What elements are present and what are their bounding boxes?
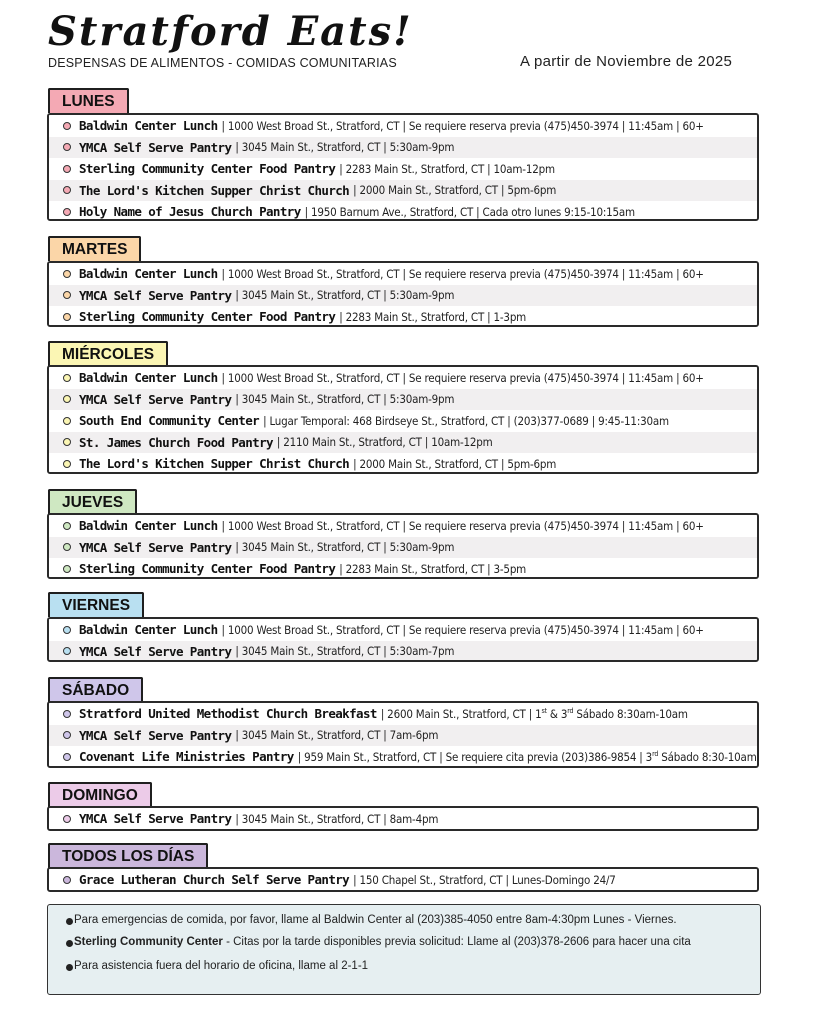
location-detail: | 1950 Barnum Ave., Stratford, CT | Cada otro lunes 9:15-10:15am: [304, 204, 635, 219]
page-subtitle: DESPENSAS DE ALIMENTOS - COMIDAS COMUNITARIAS: [48, 56, 397, 70]
list-item: [49, 432, 757, 454]
list-item: [49, 537, 757, 559]
list-item: [49, 263, 757, 285]
location-name: YMCA Self Serve Pantry: [79, 643, 232, 659]
location-detail: | 3045 Main St., Stratford, CT | 5:30am-7pm: [235, 644, 455, 659]
location-detail: | 2110 Main St., Stratford, CT | 10am-12pm: [276, 435, 493, 450]
location-name: The Lord's Kitchen Supper Christ Church: [79, 182, 350, 198]
bullet-icon: [63, 313, 71, 321]
day-label-miercoles: MIÉRCOLES: [48, 341, 168, 366]
bullet-icon: [63, 522, 71, 530]
location-name: Grace Lutheran Church Self Serve Pantry: [79, 872, 350, 888]
location-detail: | 2283 Main St., Stratford, CT | 3-5pm: [339, 561, 527, 576]
location-name: Holy Name of Jesus Church Pantry: [79, 204, 301, 220]
location-name: St. James Church Food Pantry: [79, 434, 273, 450]
location-name: Baldwin Center Lunch: [79, 370, 218, 386]
location-detail: | 1000 West Broad St., Stratford, CT | Se requiere reserva previa (475)450-3974 | 11:45am | 60+: [221, 370, 704, 385]
location-detail: | 1000 West Broad St., Stratford, CT | Se requiere reserva previa (475)450-3974 | 11:45am | 60+: [221, 118, 704, 133]
list-item: [49, 619, 757, 641]
day-label-lunes: LUNES: [48, 88, 129, 113]
location-detail: | 2600 Main St., Stratford, CT | 1st & 3rd Sábado 8:30am-10am: [380, 706, 688, 721]
location-name: YMCA Self Serve Pantry: [79, 139, 232, 155]
location-name: Sterling Community Center Food Pantry: [79, 561, 336, 577]
location-detail: | 3045 Main St., Stratford, CT | 8am-4pm: [235, 811, 439, 826]
bullet-icon: [63, 543, 71, 551]
day-label-viernes: VIERNES: [48, 592, 144, 617]
location-name: YMCA Self Serve Pantry: [79, 539, 232, 555]
bullet-icon: [63, 876, 71, 884]
list-item: [49, 746, 757, 768]
bullet-icon: [63, 395, 71, 403]
panel-lunes: [47, 113, 759, 221]
list-item: [49, 389, 757, 411]
location-detail: | 2000 Main St., Stratford, CT | 5pm-6pm: [353, 183, 557, 198]
panel-jueves: [47, 513, 759, 579]
list-item: [49, 158, 757, 180]
location-name: South End Community Center: [79, 413, 260, 429]
location-detail: | 3045 Main St., Stratford, CT | 5:30am-9pm: [235, 140, 455, 155]
location-detail: | 1000 West Broad St., Stratford, CT | Se requiere reserva previa (475)450-3974 | 11:45am | 60+: [221, 266, 704, 281]
note-item: Para emergencias de comida, por favor, llame al Baldwin Center al (203)385-4050 entre 8am-4:30pm Lunes - Viernes.: [62, 913, 746, 928]
bullet-icon: [63, 731, 71, 739]
bullet-icon: [63, 143, 71, 151]
location-detail: | Lugar Temporal: 468 Birdseye St., Stratford, CT | (203)377-0689 | 9:45-11:30am: [263, 413, 669, 428]
bullet-icon: [63, 647, 71, 655]
effective-date: A partir de Noviembre de 2025: [520, 53, 733, 70]
list-item: [49, 410, 757, 432]
location-name: YMCA Self Serve Pantry: [79, 391, 232, 407]
panel-todos-los-dias: [47, 867, 759, 892]
location-detail: | 2000 Main St., Stratford, CT | 5pm-6pm: [353, 456, 557, 471]
bullet-icon: [63, 122, 71, 130]
panel-domingo: [47, 806, 759, 831]
location-name: Baldwin Center Lunch: [79, 518, 218, 534]
location-detail: | 3045 Main St., Stratford, CT | 5:30am-9pm: [235, 288, 455, 303]
bullet-icon: [63, 710, 71, 718]
bullet-icon: [63, 753, 71, 761]
location-name: YMCA Self Serve Pantry: [79, 727, 232, 743]
location-name: Sterling Community Center Food Pantry: [79, 161, 336, 177]
list-item: [49, 201, 757, 221]
location-detail: | 2283 Main St., Stratford, CT | 10am-12pm: [339, 161, 555, 176]
bullet-icon: [63, 438, 71, 446]
bullet-icon: [63, 270, 71, 278]
list-item: [49, 306, 757, 327]
bullet-icon: [66, 964, 73, 971]
location-detail: | 150 Chapel St., Stratford, CT | Lunes-Domingo 24/7: [353, 872, 616, 887]
location-name: Baldwin Center Lunch: [79, 118, 218, 134]
location-detail: | 2283 Main St., Stratford, CT | 1-3pm: [339, 309, 527, 324]
list-item: [49, 515, 757, 537]
list-item: [49, 137, 757, 159]
bullet-icon: [63, 417, 71, 425]
location-detail: | 3045 Main St., Stratford, CT | 5:30am-9pm: [235, 540, 455, 555]
list-item: [49, 725, 757, 747]
bullet-icon: [63, 626, 71, 634]
day-label-sabado: SÁBADO: [48, 677, 143, 702]
list-item: [49, 367, 757, 389]
bullet-icon: [63, 186, 71, 194]
location-detail: | 1000 West Broad St., Stratford, CT | Se requiere reserva previa (475)450-3974 | 11:45am | 60+: [221, 518, 704, 533]
location-detail: | 1000 West Broad St., Stratford, CT | Se requiere reserva previa (475)450-3974 | 11:45am | 60+: [221, 622, 704, 637]
location-detail: | 959 Main St., Stratford, CT | Se requiere cita previa (203)386-9854 | 3rd Sábado 8:30-10am: [297, 749, 757, 764]
list-item: [49, 558, 757, 579]
list-item: [49, 703, 757, 725]
list-item: [49, 180, 757, 202]
day-label-todos-los-dias: TODOS LOS DÍAS: [48, 843, 208, 868]
bullet-icon: [63, 291, 71, 299]
location-name: Baldwin Center Lunch: [79, 266, 218, 282]
bullet-icon: [63, 374, 71, 382]
list-item: [49, 453, 757, 474]
bullet-icon: [66, 918, 73, 925]
location-name: Stratford United Methodist Church Breakfast: [79, 706, 377, 722]
list-item: [49, 115, 757, 137]
bullet-icon: [63, 815, 71, 823]
list-item: [49, 808, 757, 830]
notes-box: [47, 904, 761, 995]
list-item: [49, 285, 757, 307]
list-item: [49, 869, 757, 891]
day-label-jueves: JUEVES: [48, 489, 137, 514]
list-item: [49, 641, 757, 663]
location-detail: | 3045 Main St., Stratford, CT | 5:30am-9pm: [235, 392, 455, 407]
bullet-icon: [63, 565, 71, 573]
bullet-icon: [66, 940, 73, 947]
note-item: Sterling Community Center - Citas por la tarde disponibles previa solicitud: Llame al (203)378-2606 para hacer una cita: [62, 935, 746, 950]
location-name: YMCA Self Serve Pantry: [79, 287, 232, 303]
panel-martes: [47, 261, 759, 327]
location-name: Covenant Life Ministries Pantry: [79, 749, 294, 765]
bullet-icon: [63, 165, 71, 173]
bullet-icon: [63, 460, 71, 468]
page-title: Stratford Eats!: [48, 8, 413, 55]
panel-miercoles: [47, 365, 759, 474]
day-label-martes: MARTES: [48, 236, 141, 261]
location-detail: | 3045 Main St., Stratford, CT | 7am-6pm: [235, 728, 439, 743]
day-label-domingo: DOMINGO: [48, 782, 152, 807]
location-name: The Lord's Kitchen Supper Christ Church: [79, 456, 350, 472]
location-name: Baldwin Center Lunch: [79, 622, 218, 638]
panel-viernes: [47, 617, 759, 662]
location-name: Sterling Community Center Food Pantry: [79, 309, 336, 325]
location-name: YMCA Self Serve Pantry: [79, 811, 232, 827]
note-item: Para asistencia fuera del horario de oficina, llame al 2-1-1: [62, 959, 746, 974]
bullet-icon: [63, 208, 71, 216]
panel-sabado: [47, 701, 759, 768]
